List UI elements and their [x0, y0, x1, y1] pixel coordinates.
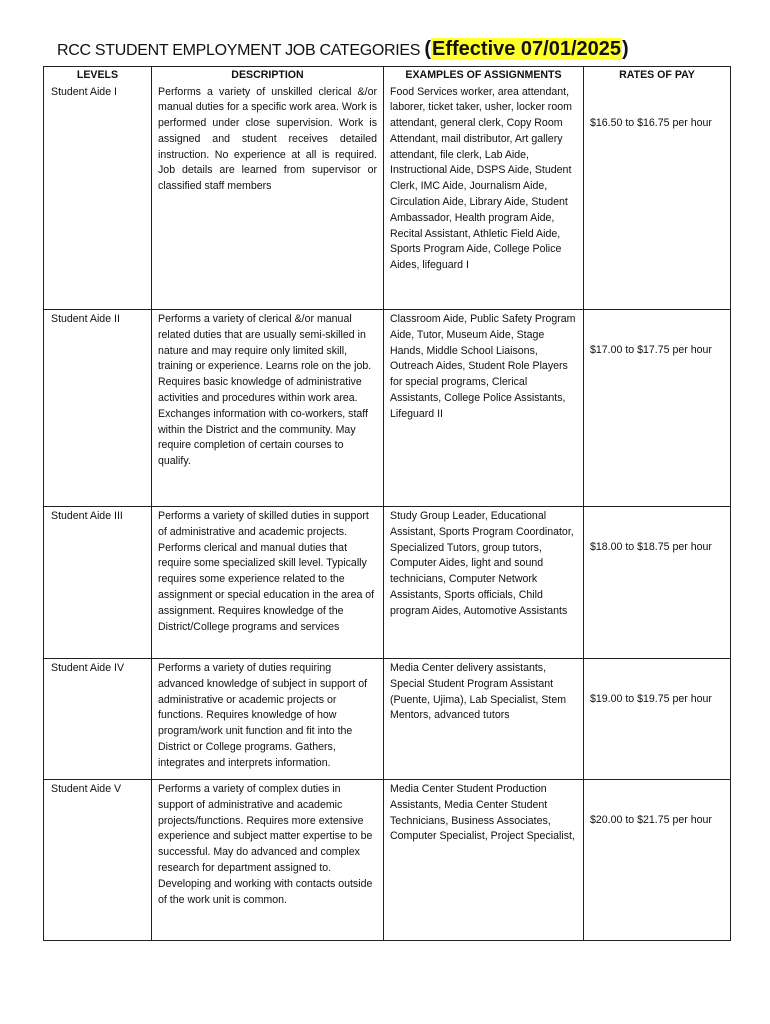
- examples-cell: Media Center Student Production Assistants, Media Center Student Technicians, Business Associates, Computer Specialist, Project Specialist,: [384, 780, 584, 941]
- level-cell: Student Aide IV: [44, 659, 152, 780]
- examples-cell: Food Services worker, area attendant, laborer, ticket taker, usher, locker room attendant, general clerk, Copy Room Attendant, mail distributor, Art gallery attendant, file clerk, Lab Aide, Instructional Aide, DSPS Aide, Student Clerk, IMC Aide, Journalism Aide, Circulation Aide, Library Aide, Student Ambassador, Health program Aide, Recital Assistant, Athletic Field Aide, Sports Program Aide, College Police Aides, lifeguard I: [384, 83, 584, 310]
- title-close-paren: ): [622, 38, 629, 60]
- header-levels: LEVELS: [44, 67, 152, 83]
- table-row: [44, 83, 731, 310]
- level-cell: Student Aide V: [44, 780, 152, 941]
- examples-cell: Classroom Aide, Public Safety Program Aide, Tutor, Museum Aide, Stage Hands, Middle School Liaisons, Outreach Aides, Student Role Players for special programs, Clerical Assistants, College Police Assistants, Lifeguard II: [384, 310, 584, 507]
- level-cell: Student Aide I: [44, 83, 152, 310]
- table-row: [44, 507, 731, 659]
- title-effective-date: Effective 07/01/2025: [432, 38, 622, 60]
- table-row: [44, 659, 731, 780]
- description-cell: Performs a variety of complex duties in support of administrative and academic projects/functions. Requires more extensive experience and subject matter expertise to be successful. May do advanced and complex research for department assigned to. Developing and working with contacts outside of the work unit is common.: [152, 780, 384, 941]
- examples-cell: Media Center delivery assistants, Special Student Program Assistant (Puente, Ujima), Lab Specialist, Stem Mentors, advanced tutors: [384, 659, 584, 780]
- rate-cell: $18.00 to $18.75 per hour: [584, 507, 731, 659]
- rate-cell: $17.00 to $17.75 per hour: [584, 310, 731, 507]
- description-cell: Performs a variety of duties requiring advanced knowledge of subject in support of administrative or academic projects or functions. Requires knowledge of how program/work unit function and fit into the District or College programs. Gathers, integrates and interprets information.: [152, 659, 384, 780]
- examples-cell: Study Group Leader, Educational Assistant, Sports Program Coordinator, Specialized Tutors, group tutors, Computer Aides, light and sound technicians, Computer Network Assistants, Sports officials, Child program Aides, Automotive Assistants: [384, 507, 584, 659]
- job-categories-table: [43, 66, 731, 941]
- rate-cell: $20.00 to $21.75 per hour: [584, 780, 731, 941]
- description-cell: Performs a variety of skilled duties in support of administrative and academic projects. Performs clerical and manual duties that require some specialized skill level. Typically requires some experience related to the assignment or special education in the area of assignment. Requires knowledge of the District/College programs and services: [152, 507, 384, 659]
- header-rates: RATES OF PAY: [584, 67, 731, 83]
- description-cell: Performs a variety of unskilled clerical &/or manual duties for a specific work area. Work is performed under close supervision. Work is assigned and student receives detailed instruction. No experience at all is required. Job details are learned from supervisor or classified staff members: [152, 83, 384, 310]
- page-title: [57, 38, 629, 61]
- rate-cell: $16.50 to $16.75 per hour: [584, 83, 731, 310]
- description-cell: Performs a variety of clerical &/or manual related duties that are usually semi-skilled in nature and may require only limited skill, training or experience. Learns role on the job. Requires basic knowledge of administrative activities and procedures within work area. Exchanges information with co-workers, staff within the District and the community. May require completion of certain courses to qualify.: [152, 310, 384, 507]
- header-description: DESCRIPTION: [152, 67, 384, 83]
- title-open-paren: (: [424, 38, 431, 60]
- level-cell: Student Aide III: [44, 507, 152, 659]
- title-text: RCC STUDENT EMPLOYMENT JOB CATEGORIES: [57, 42, 425, 59]
- header-examples: EXAMPLES OF ASSIGNMENTS: [384, 67, 584, 83]
- table-row: [44, 310, 731, 507]
- table-row: [44, 780, 731, 941]
- table-header-row: [44, 67, 731, 83]
- rate-cell: $19.00 to $19.75 per hour: [584, 659, 731, 780]
- level-cell: Student Aide II: [44, 310, 152, 507]
